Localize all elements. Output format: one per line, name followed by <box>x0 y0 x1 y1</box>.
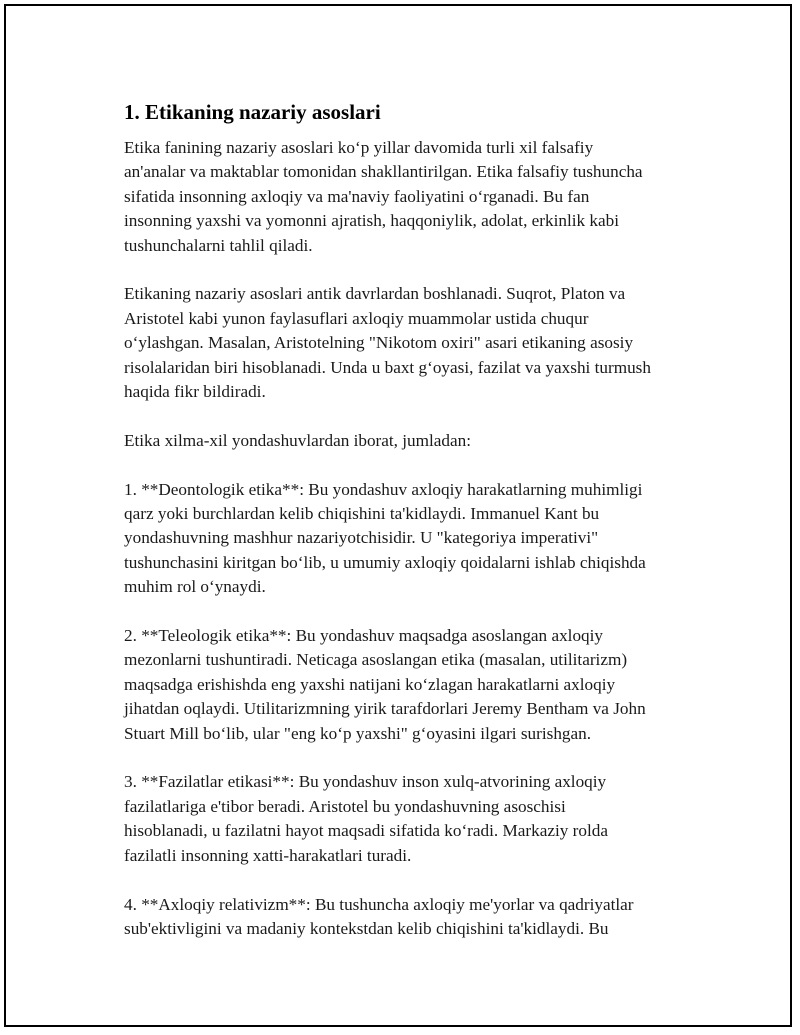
paragraph-teleological: 2. **Teleologik etika**: Bu yondashuv maqsadga asoslangan axloqiy mezonlarni tushuntiradi. Neticaga asoslangan etika (masalan, utilitarizm) maqsadga erishishda eng yaxshi natijani ko‘zlagan harakatlarni axloqiy jihatdan oqlaydi. Utilitarizmning yirik tarafdorlari Jeremy Bentham va John Stuart Mill bo‘lib, ular "eng ko‘p yaxshi" g‘oyasini ilgari surishgan. <box>124 626 646 743</box>
paragraph-relativism: 4. **Axloqiy relativizm**: Bu tushuncha axloqiy me'yorlar va qadriyatlar sub'ektivligini va madaniy kontekstdan kelib chiqishini ta'kidlaydi. Bu <box>124 894 634 938</box>
paragraph-virtue-ethics: 3. **Fazilatlar etikasi**: Bu yondashuv inson xulq-atvorining axloqiy fazilatlariga e'tibor beradi. Aristotel bu yondashuvning asoschisi hisoblanadi, u fazilatni hayot maqsadi sifatida ko‘radi. Markaziy rolda fazilatli insonning xatti-harakatlari turadi. <box>124 772 608 865</box>
document-body <box>124 98 694 966</box>
section-heading: 1. Etikaning nazariy asoslari <box>124 100 381 124</box>
paragraph-approaches-intro: Etika xilma-xil yondashuvlardan iborat, jumladan: <box>124 430 472 450</box>
paragraph-intro: Etika fanining nazariy asoslari ko‘p yillar davomida turli xil falsafiy an'analar va maktablar tomonidan shakllantirilgan. Etika falsafiy tushuncha sifatida insonning axloqiy va ma'naviy faoliyatini o‘rganadi. Bu fan insonning yaxshi va yomonni ajratish, haqqoniylik, adolat, erkinlik kabi tushunchalarni tahlil qiladi. <box>124 138 643 255</box>
paragraph-history: Etikaning nazariy asoslari antik davrlardan boshlanadi. Suqrot, Platon va Aristotel kabi yunon faylasuflari axloqiy muammolar ustida chuqur o‘ylashgan. Masalan, Aristotelning "Nikotom oxiri" asari etikaning asosiy risolalaridan biri hisoblanadi. Unda u baxt g‘oyasi, fazilat va yaxshi turmush haqida fikr bildiradi. <box>124 284 651 402</box>
page-frame <box>4 4 792 1027</box>
paragraph-deontological: 1. **Deontologik etika**: Bu yondashuv axloqiy harakatlarning muhimligi qarz yoki burchlardan kelib chiqishini ta'kidlaydi. Immanuel Kant bu yondashuvning mashhur nazariyotchisidir. U "kategoriya imperativi" tushunchasini kiritgan bo‘lib, u umumiy axloqiy qoidalarni ishlab chiqishda muhim rol o‘ynaydi. <box>124 479 646 597</box>
